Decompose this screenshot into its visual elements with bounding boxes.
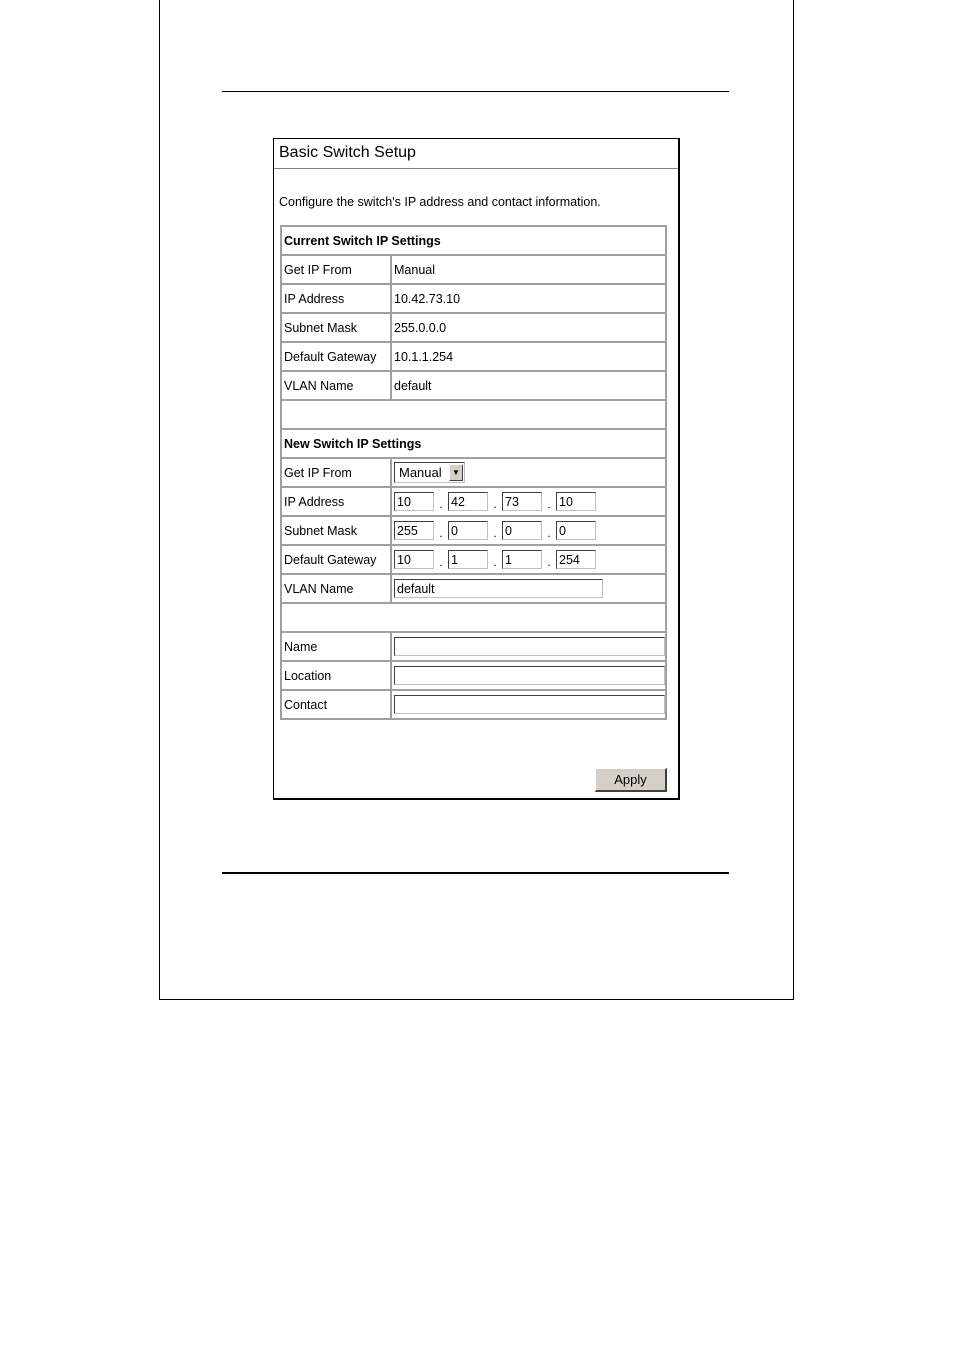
ip-octet-2-input[interactable]: [448, 492, 488, 511]
mask-octet-2-input[interactable]: [448, 521, 488, 540]
spacer-cell: [281, 400, 666, 429]
octet-separator: .: [547, 497, 551, 511]
get-ip-from-select[interactable]: [394, 462, 465, 483]
table-row: [281, 458, 666, 487]
table-row: [281, 661, 666, 690]
get-ip-from-value: Manual: [399, 465, 442, 480]
current-gateway-value: 10.1.1.254: [391, 342, 666, 371]
octet-separator: .: [547, 526, 551, 540]
vlan-name-input[interactable]: [394, 579, 603, 598]
octet-separator: .: [439, 555, 443, 569]
contact-cell: [391, 690, 666, 719]
table-row: [281, 487, 666, 516]
octet-separator: .: [493, 555, 497, 569]
table-row: [281, 516, 666, 545]
octet-separator: .: [547, 555, 551, 569]
table-row: [281, 690, 666, 719]
gateway-octet-2-input[interactable]: [448, 550, 488, 569]
current-get-ip-value: Manual: [391, 255, 666, 284]
new-settings-header: New Switch IP Settings: [281, 429, 666, 458]
current-settings-header: Current Switch IP Settings: [281, 226, 666, 255]
current-ip-value: 10.42.73.10: [391, 284, 666, 313]
title-divider: [274, 168, 678, 169]
octet-separator: .: [493, 497, 497, 511]
chevron-down-icon[interactable]: ▼: [449, 464, 463, 481]
mask-octet-1-input[interactable]: [394, 521, 434, 540]
table-row: [281, 342, 666, 371]
mask-octet-3-input[interactable]: [502, 521, 542, 540]
table-row: [281, 371, 666, 400]
table-row: [281, 313, 666, 342]
ip-address-cell: [391, 487, 666, 516]
table-row: [281, 545, 666, 574]
octet-separator: .: [493, 526, 497, 540]
current-ip-label: IP Address: [281, 284, 391, 313]
new-mask-label: Subnet Mask: [281, 516, 391, 545]
apply-button[interactable]: Apply: [595, 768, 667, 792]
table-row: [281, 226, 666, 255]
current-vlan-value: default: [391, 371, 666, 400]
octet-separator: .: [439, 526, 443, 540]
ip-octet-1-input[interactable]: [394, 492, 434, 511]
table-row-spacer: [281, 400, 666, 429]
contact-label: Contact: [281, 690, 391, 719]
current-get-ip-label: Get IP From: [281, 255, 391, 284]
spacer-cell: [281, 603, 666, 632]
bottom-divider: [222, 872, 729, 874]
gateway-octet-3-input[interactable]: [502, 550, 542, 569]
table-row: [281, 429, 666, 458]
panel-description: Configure the switch's IP address and contact information.: [279, 195, 601, 209]
settings-table: [280, 225, 667, 720]
new-vlan-label: VLAN Name: [281, 574, 391, 603]
name-cell: [391, 632, 666, 661]
gateway-cell: [391, 545, 666, 574]
name-input[interactable]: [394, 637, 665, 656]
location-cell: [391, 661, 666, 690]
current-vlan-label: VLAN Name: [281, 371, 391, 400]
vlan-cell: [391, 574, 666, 603]
gateway-octet-4-input[interactable]: [556, 550, 596, 569]
location-label: Location: [281, 661, 391, 690]
table-row-spacer: [281, 603, 666, 632]
current-mask-label: Subnet Mask: [281, 313, 391, 342]
location-input[interactable]: [394, 666, 665, 685]
current-mask-value: 255.0.0.0: [391, 313, 666, 342]
new-gateway-label: Default Gateway: [281, 545, 391, 574]
table-row: [281, 255, 666, 284]
name-label: Name: [281, 632, 391, 661]
contact-input[interactable]: [394, 695, 665, 714]
octet-separator: .: [439, 497, 443, 511]
current-gateway-label: Default Gateway: [281, 342, 391, 371]
ip-octet-4-input[interactable]: [556, 492, 596, 511]
new-get-ip-label: Get IP From: [281, 458, 391, 487]
table-row: [281, 632, 666, 661]
gateway-octet-1-input[interactable]: [394, 550, 434, 569]
get-ip-cell: [391, 458, 666, 487]
top-divider: [222, 91, 729, 92]
new-ip-label: IP Address: [281, 487, 391, 516]
panel-title: Basic Switch Setup: [279, 144, 416, 161]
table-row: [281, 574, 666, 603]
table-row: [281, 284, 666, 313]
ip-octet-3-input[interactable]: [502, 492, 542, 511]
mask-octet-4-input[interactable]: [556, 521, 596, 540]
basic-switch-setup-panel: [273, 138, 680, 800]
subnet-mask-cell: [391, 516, 666, 545]
